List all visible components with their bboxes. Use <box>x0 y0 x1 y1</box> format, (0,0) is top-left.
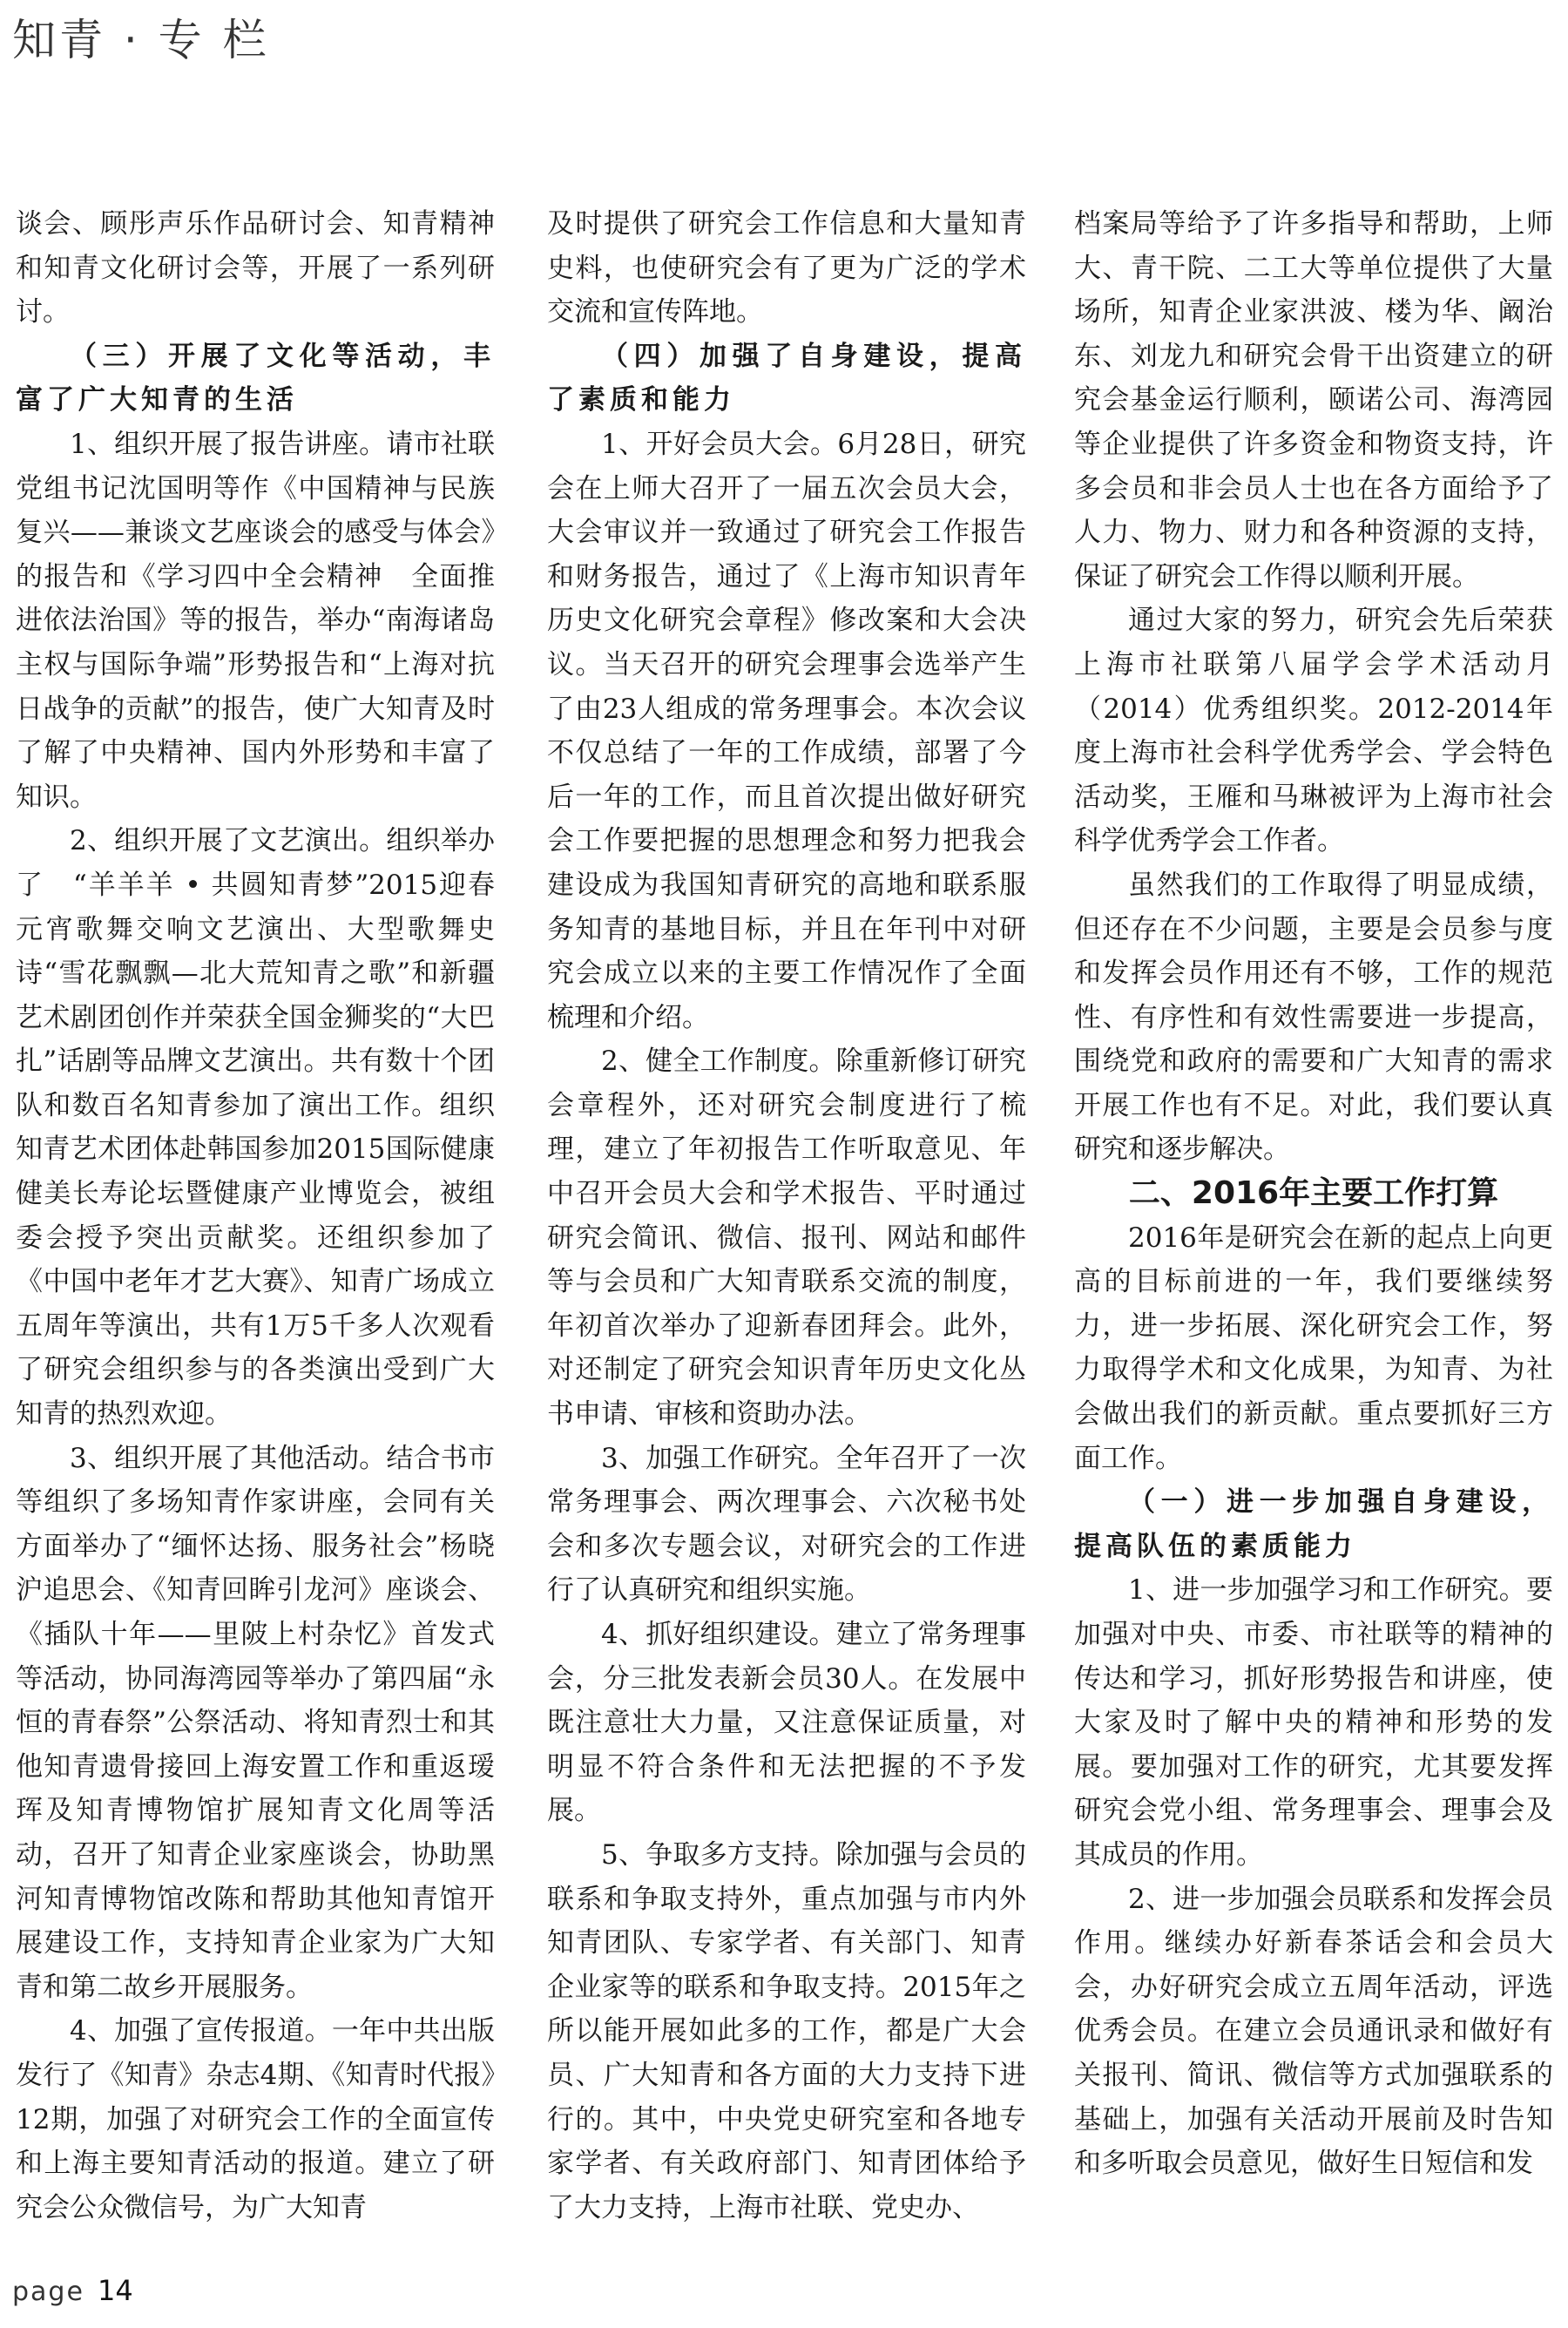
paragraph: 2016年是研究会在新的起点上向更高的目标前进的一年，我们要继续努力，进一步拓展、深化研究会工作，努力取得学术和文化成果，为知青、为社会做出我们的新贡献。重点要抓好三方面工作。 <box>1074 1222 1553 1474</box>
paragraph: 3、加强工作研究。全年召开了一次常务理事会、两次理事会、六次秘书处会和多次专题会议，对研究会的工作进行了认真研究和组织实施。 <box>547 1442 1026 1607</box>
section-header: 知青 · 专 栏 <box>12 15 270 65</box>
text-column-3 <box>1074 202 1553 2186</box>
text-column-2 <box>547 202 1026 2230</box>
page-number: 14 <box>98 2274 133 2307</box>
paragraph: 2、进一步加强会员联系和发挥会员作用。继续办好新春茶话会和会员大会，办好研究会成立五周年活动，评选优秀会员。在建立会员通讯录和做好有关报刊、简讯、微信等方式加强联系的基础上，加强有关活动开展前及时告知和多听取会员意见，做好生日短信和发 <box>1074 1883 1553 2180</box>
page-footer <box>12 2274 133 2307</box>
paragraph: 4、加强了宣传报道。一年中共出版发行了《知青》杂志4期、《知青时代报》12期，加强了对研究会工作的全面宣传和上海主要知青活动的报道。建立了研究会公众微信号，为广大知青 <box>16 2015 495 2223</box>
paragraph: 1、开好会员大会。6月28日，研究会在上师大召开了一届五次会员大会，大会审议并一致通过了研究会工作报告和财务报告，通过了《上海市知识青年历史文化研究会章程》修改案和大会决议。当天召开的研究会理事会选举产生了由23人组成的常务理事会。本次会议不仅总结了一年的工作成绩，部署了今后一年的工作，而且首次提出做好研究会工作要把握的思想理念和努力把我会建设成为我国知青研究的高地和联系服务知青的基地目标，并且在年刊中对研究会成立以来的主要工作情况作了全面梳理和介绍。 <box>547 428 1026 1033</box>
text-column-1 <box>16 202 495 2230</box>
paragraph: 5、争取多方支持。除加强与会员的联系和争取支持外，重点加强与市内外知青团队、专家学者、有关部门、知青企业家等的联系和争取支持。2015年之所以能开展如此多的工作，都是广大会员、广大知青和各方面的大力支持下进行的。其中，中央党史研究室和各地专家学者、有关政府部门、知青团体给予了大力支持，上海市社联、党史办、 <box>547 1838 1026 2223</box>
subsection-heading: （一）进一步加强自身建设，提高队伍的素质能力 <box>1074 1486 1553 1562</box>
paragraph: 2、健全工作制度。除重新修订研究会章程外，还对研究会制度进行了梳理，建立了年初报告工作听取意见、年中召开会员大会和学术报告、平时通过研究会简讯、微信、报刊、网站和邮件等与会员和广大知青联系交流的制度，年初首次举办了迎新春团拜会。此外，对还制定了研究会知识青年历史文化丛书申请、审核和资助办法。 <box>547 1046 1026 1431</box>
paragraph: 3、组织开展了其他活动。结合书市等组织了多场知青作家讲座，会同有关方面举办了“缅怀达扬、服务社会”杨晓沪追思会、《知青回眸引龙河》座谈会、《插队十年——里陂上村杂忆》首发式等活动，协同海湾园等举办了第四届“永恒的青春祭”公祭活动、将知青烈士和其他知青遗骨接回上海安置工作和重返瑷珲及知青博物馆扩展知青文化周等活动，召开了知青企业家座谈会，协助黑河知青博物馆改陈和帮助其他知青馆开展建设工作，支持知青企业家为广大知青和第二故乡开展服务。 <box>16 1442 495 2003</box>
paragraph: 及时提供了研究会工作信息和大量知青史料，也使研究会有了更为广泛的学术交流和宣传阵地。 <box>547 208 1026 328</box>
paragraph: 虽然我们的工作取得了明显成绩，但还存在不少问题，主要是会员参与度和发挥会员作用还有不够，工作的规范性、有序性和有效性需要进一步提高，围绕党和政府的需要和广大知青的需求开展工作也有不足。对此，我们要认真研究和逐步解决。 <box>1074 869 1553 1166</box>
subsection-heading: （三）开展了文化等活动，丰富了广大知青的生活 <box>16 340 495 416</box>
paragraph: 1、进一步加强学习和工作研究。要加强对中央、市委、市社联等的精神的传达和学习，抓好形势报告和讲座，使大家及时了解中央的精神和形势的发展。要加强对工作的研究，尤其要发挥研究会党小组、常务理事会、理事会及其成员的作用。 <box>1074 1574 1553 1871</box>
paragraph: 档案局等给予了许多指导和帮助，上师大、青干院、二工大等单位提供了大量场所，知青企业家洪波、楼为华、阚治东、刘龙九和研究会骨干出资建立的研究会基金运行顺利，颐诺公司、海湾园等企业提供了许多资金和物资支持，许多会员和非会员人士也在各方面给予了人力、物力、财力和各种资源的支持，保证了研究会工作得以顺利开展。 <box>1074 208 1553 592</box>
section-heading: 二、2016年主要工作打算 <box>1128 1175 1499 1212</box>
subsection-heading: （四）加强了自身建设，提高了素质和能力 <box>547 340 1026 416</box>
paragraph: 2、组织开展了文艺演出。组织举办了 “羊羊羊 • 共圆知青梦”2015迎春元宵歌舞交响文艺演出、大型歌舞史诗“雪花飘飘—北大荒知青之歌”和新疆艺术剧团创作并荣获全国金狮奖的“大巴扎”话剧等品牌文艺演出。共有数十个团队和数百名知青参加了演出工作。组织知青艺术团体赴韩国参加2015国际健康健美长寿论坛暨健康产业博览会，被组委会授予突出贡献奖。还组织参加了《中国中老年才艺大赛》、知青广场成立五周年等演出，共有1万5千多人次观看了研究会组织参与的各类演出受到广大知青的热烈欢迎。 <box>16 825 495 1431</box>
paragraph: 谈会、顾彤声乐作品研讨会、知青精神和知青文化研讨会等，开展了一系列研讨。 <box>16 208 495 328</box>
paragraph: 1、组织开展了报告讲座。请市社联党组书记沈国明等作《中国精神与民族复兴——兼谈文艺座谈会的感受与体会》的报告和《学习四中全会精神 全面推进依法治国》等的报告，举办“南海诸岛主权与国际争端”形势报告和“上海对抗日战争的贡献”的报告，使广大知青及时了解了中央精神、国内外形势和丰富了知识。 <box>16 428 495 813</box>
page-label: page <box>12 2277 84 2307</box>
paragraph: 通过大家的努力，研究会先后荣获上海市社联第八届学会学术活动月（2014）优秀组织奖。2012-2014年度上海市社会科学优秀学会、学会特色活动奖，王雁和马琳被评为上海市社会科学优秀学会工作者。 <box>1074 605 1553 857</box>
paragraph: 4、抓好组织建设。建立了常务理事会，分三批发表新会员30人。在发展中既注意壮大力量，又注意保证质量，对明显不符合条件和无法把握的不予发展。 <box>547 1619 1026 1827</box>
